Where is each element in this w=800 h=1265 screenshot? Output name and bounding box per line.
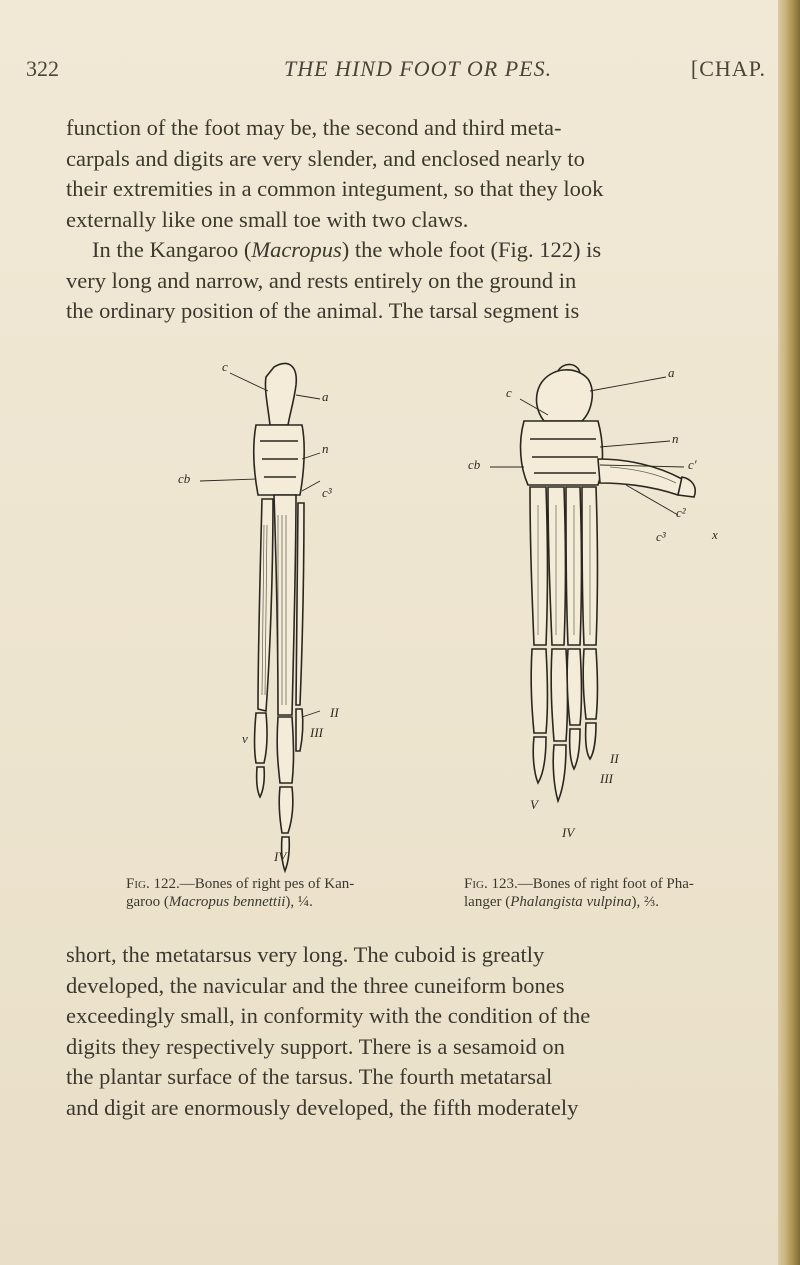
label-c: c	[222, 359, 228, 374]
phalanger-foot-bones-drawing	[450, 355, 740, 875]
text-line: the plantar surface of the tarsus. The fourth metatarsal	[66, 1064, 553, 1089]
text-line	[66, 235, 742, 266]
page-number: 322	[26, 56, 59, 81]
label-iv: IV	[274, 849, 287, 864]
label-iii: III	[310, 725, 323, 740]
text-span: In the Kangaroo (	[92, 237, 252, 262]
caption-figure-number: Fig. 122.	[126, 876, 180, 892]
label-c1: c′	[688, 457, 697, 472]
caption-text: langer (	[464, 894, 511, 910]
text-line: their extremities in a common integument, so that they look	[66, 176, 604, 201]
figure-122-illustration	[170, 355, 400, 875]
label-v: V	[530, 797, 538, 812]
label-v: v	[242, 731, 248, 746]
text-line: short, the metatarsus very long. The cuboid is greatly	[66, 942, 545, 967]
label-a: a	[322, 389, 329, 404]
label-c3: c³	[322, 485, 332, 500]
caption-text: —Bones of right foot of Pha-	[517, 876, 694, 892]
chapter-marker: [CHAP.	[690, 56, 766, 81]
caption-figure-number: Fig. 123.	[464, 876, 518, 892]
label-cb: cb	[468, 457, 481, 472]
kangaroo-foot-bones-drawing	[170, 355, 400, 875]
text-line: externally like one small toe with two claws.	[66, 206, 469, 232]
label-cb: cb	[178, 471, 191, 486]
label-iii: III	[600, 771, 613, 786]
page-edge-shadow	[778, 0, 800, 1265]
text-line: exceedingly small, in conformity with the condition of the	[66, 1003, 591, 1028]
label-n: n	[322, 441, 329, 456]
body-text-bottom	[66, 940, 742, 1123]
caption-text: —Bones of right pes of Kan-	[179, 876, 355, 892]
label-x: x	[712, 527, 718, 542]
text-line: and digit are enormously developed, the fifth moderately	[66, 1094, 579, 1120]
label-iv: IV	[562, 825, 575, 840]
figure-123-illustration	[450, 355, 740, 875]
running-header	[26, 56, 766, 90]
text-line: carpals and digits are very slender, and enclosed nearly to	[66, 145, 585, 171]
caption-species: Macropus bennettii	[168, 894, 286, 910]
text-line: very long and narrow, and rests entirely on the ground in	[66, 267, 577, 293]
label-n: n	[672, 431, 679, 446]
label-c2: c²	[676, 505, 686, 520]
label-ii: II	[330, 705, 339, 720]
label-c: c	[506, 385, 512, 400]
figure-area	[60, 355, 750, 915]
caption-text: garoo (	[126, 894, 169, 910]
text-line: developed, the navicular and the three cuneiform bones	[66, 972, 565, 998]
label-ii: II	[610, 751, 619, 766]
text-span: ) the whole foot (Fig. 122) is	[341, 237, 602, 262]
figure-123-caption	[464, 875, 794, 911]
caption-species: Phalangista vulpina	[510, 894, 632, 910]
text-line: the ordinary position of the animal. The tarsal segment is	[66, 298, 580, 323]
text-line: digits they respectively support. There is a sesamoid on	[66, 1033, 565, 1059]
text-line: function of the foot may be, the second and third meta-	[66, 115, 562, 140]
label-c3: c³	[656, 529, 666, 544]
body-text-top	[66, 113, 742, 327]
label-a: a	[668, 365, 675, 380]
running-title: THE HIND FOOT OR PES.	[284, 56, 553, 81]
caption-text: ), ⅔.	[631, 894, 659, 910]
caption-text: ), ¼.	[285, 894, 313, 910]
figure-122-caption	[126, 875, 436, 911]
genus-name: Macropus	[251, 237, 342, 262]
